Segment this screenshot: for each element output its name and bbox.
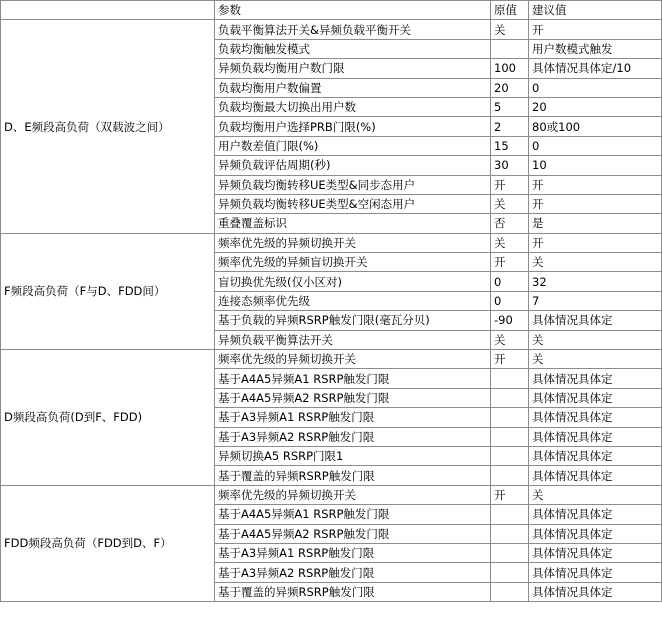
orig-value-cell: 100 <box>491 59 529 78</box>
sugg-value-cell: 具体情况具体定 <box>529 388 662 407</box>
sugg-value-cell: 80或100 <box>529 117 662 136</box>
orig-value-cell: 关 <box>491 330 529 349</box>
sugg-value-cell: 开 <box>529 233 662 252</box>
sugg-value-cell: 开 <box>529 20 662 39</box>
orig-value-cell <box>491 39 529 58</box>
sugg-value-cell: 关 <box>529 330 662 349</box>
sugg-value-cell: 具体情况具体定 <box>529 369 662 388</box>
param-cell: 异频负载平衡算法开关 <box>215 330 491 349</box>
orig-value-cell <box>491 388 529 407</box>
sugg-value-cell: 32 <box>529 272 662 291</box>
param-cell: 频率优先级的异频盲切换开关 <box>215 253 491 272</box>
header-group-cell <box>1 1 215 20</box>
param-cell: 基于A4A5异频A2 RSRP触发门限 <box>215 524 491 543</box>
table-row <box>1 20 662 39</box>
orig-value-cell <box>491 446 529 465</box>
param-cell: 负载均衡触发模式 <box>215 39 491 58</box>
sugg-value-cell: 具体情况具体定 <box>529 582 662 601</box>
orig-value-cell: 30 <box>491 156 529 175</box>
param-cell: 基于覆盖的异频RSRP触发门限 <box>215 466 491 485</box>
sugg-value-cell: 具体情况具体定 <box>529 311 662 330</box>
sugg-value-cell: 关 <box>529 350 662 369</box>
param-cell: 盲切换优先级(仅小区对) <box>215 272 491 291</box>
orig-value-cell: 15 <box>491 136 529 155</box>
orig-value-cell: 关 <box>491 233 529 252</box>
sugg-value-cell: 0 <box>529 136 662 155</box>
sugg-value-cell: 0 <box>529 78 662 97</box>
param-cell: 异频负载均衡用户数门限 <box>215 59 491 78</box>
group-label-cell: D频段高负荷(D到F、FDD) <box>1 350 215 486</box>
group-label-cell: F频段高负荷（F与D、FDD间） <box>1 233 215 349</box>
group-label-cell: FDD频段高负荷（FDD到D、F） <box>1 485 215 601</box>
param-cell: 基于覆盖的异频RSRP触发门限 <box>215 582 491 601</box>
param-cell: 负载均衡用户数偏置 <box>215 78 491 97</box>
orig-value-cell: 20 <box>491 78 529 97</box>
param-cell: 频率优先级的异频切换开关 <box>215 485 491 504</box>
sugg-value-cell: 20 <box>529 97 662 116</box>
table-row <box>1 485 662 504</box>
param-cell: 基于A3异频A2 RSRP触发门限 <box>215 563 491 582</box>
param-cell: 异频负载评估周期(秒) <box>215 156 491 175</box>
param-cell: 连接态频率优先级 <box>215 291 491 310</box>
table-row <box>1 233 662 252</box>
param-cell: 异频负载均衡转移UE类型&同步态用户 <box>215 175 491 194</box>
sugg-value-cell: 具体情况具体定/10 <box>529 59 662 78</box>
sugg-value-cell: 具体情况具体定 <box>529 408 662 427</box>
header-param-cell: 参数 <box>215 1 491 20</box>
param-cell: 频率优先级的异频切换开关 <box>215 233 491 252</box>
orig-value-cell: 关 <box>491 20 529 39</box>
orig-value-cell <box>491 427 529 446</box>
param-cell: 基于A3异频A1 RSRP触发门限 <box>215 543 491 562</box>
param-cell: 基于A4A5异频A1 RSRP触发门限 <box>215 369 491 388</box>
orig-value-cell: 开 <box>491 350 529 369</box>
orig-value-cell <box>491 582 529 601</box>
orig-value-cell: 开 <box>491 253 529 272</box>
orig-value-cell: 关 <box>491 194 529 213</box>
param-cell: 用户数差值门限(%) <box>215 136 491 155</box>
orig-value-cell: 2 <box>491 117 529 136</box>
sugg-value-cell: 具体情况具体定 <box>529 524 662 543</box>
param-cell: 基于负载的异频RSRP触发门限(毫瓦分贝) <box>215 311 491 330</box>
param-cell: 负载均衡用户选择PRB门限(%) <box>215 117 491 136</box>
sugg-value-cell: 具体情况具体定 <box>529 563 662 582</box>
sugg-value-cell: 具体情况具体定 <box>529 543 662 562</box>
orig-value-cell <box>491 505 529 524</box>
orig-value-cell <box>491 466 529 485</box>
param-cell: 负载平衡算法开关&异频负载平衡开关 <box>215 20 491 39</box>
param-cell: 基于A3异频A2 RSRP触发门限 <box>215 427 491 446</box>
sugg-value-cell: 开 <box>529 175 662 194</box>
orig-value-cell <box>491 408 529 427</box>
header-row <box>1 1 662 20</box>
sugg-value-cell: 用户数模式触发 <box>529 39 662 58</box>
header-sugg-cell: 建议值 <box>529 1 662 20</box>
parameter-table-body <box>1 1 662 602</box>
param-cell: 异频负载均衡转移UE类型&空闲态用户 <box>215 194 491 213</box>
orig-value-cell <box>491 524 529 543</box>
sugg-value-cell: 开 <box>529 194 662 213</box>
param-cell: 重叠覆盖标识 <box>215 214 491 233</box>
orig-value-cell <box>491 543 529 562</box>
sugg-value-cell: 具体情况具体定 <box>529 427 662 446</box>
orig-value-cell: 否 <box>491 214 529 233</box>
orig-value-cell: 5 <box>491 97 529 116</box>
header-orig-cell: 原值 <box>491 1 529 20</box>
orig-value-cell: 0 <box>491 272 529 291</box>
orig-value-cell: -90 <box>491 311 529 330</box>
orig-value-cell <box>491 369 529 388</box>
param-cell: 频率优先级的异频切换开关 <box>215 350 491 369</box>
sugg-value-cell: 7 <box>529 291 662 310</box>
param-cell: 基于A4A5异频A1 RSRP触发门限 <box>215 505 491 524</box>
param-cell: 基于A3异频A1 RSRP触发门限 <box>215 408 491 427</box>
table-row <box>1 350 662 369</box>
sugg-value-cell: 关 <box>529 485 662 504</box>
sugg-value-cell: 具体情况具体定 <box>529 446 662 465</box>
orig-value-cell: 0 <box>491 291 529 310</box>
orig-value-cell <box>491 563 529 582</box>
param-cell: 负载均衡最大切换出用户数 <box>215 97 491 116</box>
orig-value-cell: 开 <box>491 175 529 194</box>
param-cell: 基于A4A5异频A2 RSRP触发门限 <box>215 388 491 407</box>
param-cell: 异频切换A5 RSRP门限1 <box>215 446 491 465</box>
sugg-value-cell: 是 <box>529 214 662 233</box>
sugg-value-cell: 关 <box>529 253 662 272</box>
sugg-value-cell: 10 <box>529 156 662 175</box>
group-label-cell: D、E频段高负荷（双载波之间） <box>1 20 215 233</box>
sugg-value-cell: 具体情况具体定 <box>529 505 662 524</box>
sugg-value-cell: 具体情况具体定 <box>529 466 662 485</box>
orig-value-cell: 开 <box>491 485 529 504</box>
